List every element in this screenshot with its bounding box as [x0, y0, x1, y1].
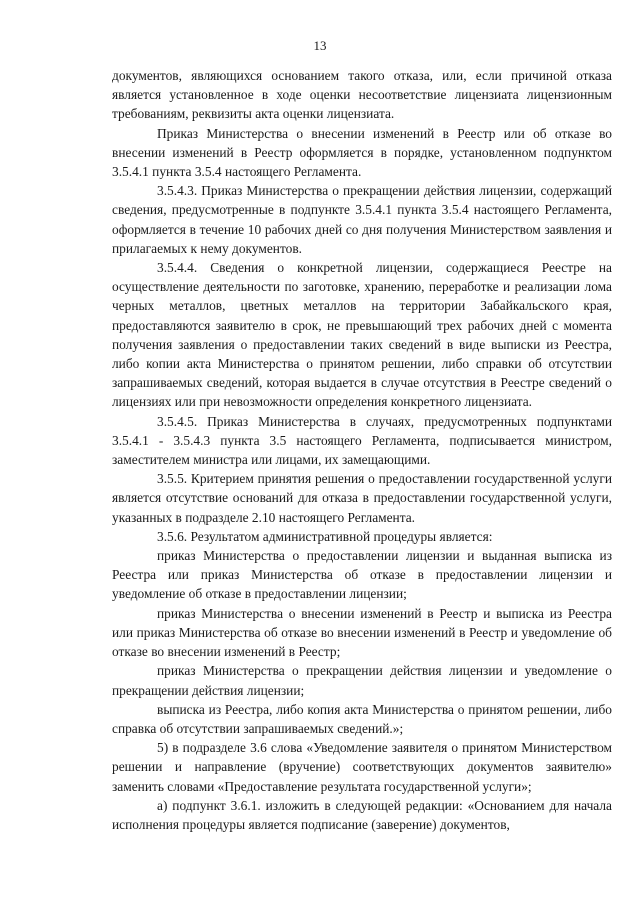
- paragraph-order-changes: Приказ Министерства о внесении изменений в Реестр или об отказе во внесении изменений в Реестр оформляется в порядке, установленном подпунктом 3.5.4.1 пункта 3.5.4 настоящего Регламента.: [112, 125, 612, 180]
- page-number: 13: [313, 38, 327, 53]
- paragraph-result-registry-changes: приказ Министерства о внесении изменений в Реестр и выписка из Реестра или приказ Министерства об отказе во внесении изменений в Реестр и уведомление об отказе во внесении изменений в Реестр;: [112, 605, 612, 660]
- paragraph-3-5-6: 3.5.6. Результатом административной процедуры является:: [157, 528, 493, 544]
- paragraph-3-5-4-4: 3.5.4.4. Сведения о конкретной лицензии, содержащиеся Реестре на осуществление деятельности по заготовке, хранению, переработке и реализации лома черных металлов, цветных металлов на территории Забайкальского края, предоставляются заявителю в срок, не превышающий трех рабочих дней с момента получения заявления о предоставлении таких сведений в виде выписки из Реестра, либо копии акта Министерства о принятом решении, либо справки об отсутствии запрашиваемых сведений, которая выдается в случае отсутствия в Реестре сведений о лицензиях или при невозможности определения конкретного лицензиата.: [112, 260, 612, 410]
- paragraph-3-5-5: 3.5.5. Критерием принятия решения о предоставлении государственной услуги является отсутствие оснований для отказа в предоставлении государственной услуги, указанных в подразделе 2.10 настоящего Регламента.: [112, 471, 612, 525]
- paragraph-continuation: документов, являющихся основанием такого отказа, или, если причиной отказа является установленное в ходе оценки несоответствие лицензиата лицензионным требованиям, реквизиты акта оценки лицензиата.: [112, 68, 612, 122]
- paragraph-subitem-a: а) подпункт 3.6.1. изложить в следующей редакции: «Основанием для начала исполнения процедуры является подписание (заверение) документов,: [112, 797, 612, 832]
- paragraph-result-extract: выписка из Реестра, либо копия акта Министерства о принятом решении, либо справка об отсутствии запрашиваемых сведений.»;: [112, 701, 612, 736]
- paragraph-3-5-4-3: 3.5.4.3. Приказ Министерства о прекращении действия лицензии, содержащий сведения, предусмотренные в подпункте 3.5.4.1 пункта 3.5.4 настоящего Регламента, оформляется в течение 10 рабочих дней со дня получения Министерством заявления и прилагаемых к нему документов.: [112, 183, 612, 256]
- paragraph-result-license: приказ Министерства о предоставлении лицензии и выданная выписка из Реестра или приказ Министерства об отказе в предоставлении лицензии и уведомление об отказе в предоставлении лицензии;: [112, 548, 612, 602]
- paragraph-3-5-4-5: 3.5.4.5. Приказ Министерства в случаях, предусмотренных подпунктами 3.5.4.1 - 3.5.4.3 пункта 3.5 настоящего Регламента, подписывается министром, заместителем министра или лицами, их замещающими.: [112, 413, 612, 468]
- paragraph-result-termination: приказ Министерства о прекращении действия лицензии и уведомление о прекращении действия лицензии;: [112, 663, 612, 698]
- document-body: [112, 66, 612, 834]
- paragraph-item-5: 5) в подразделе 3.6 слова «Уведомление заявителя о принятом Министерством решении и направление (вручение) соответствующих документов заявителю» заменить словами «Предоставление результата государственной услуги»;: [112, 740, 612, 794]
